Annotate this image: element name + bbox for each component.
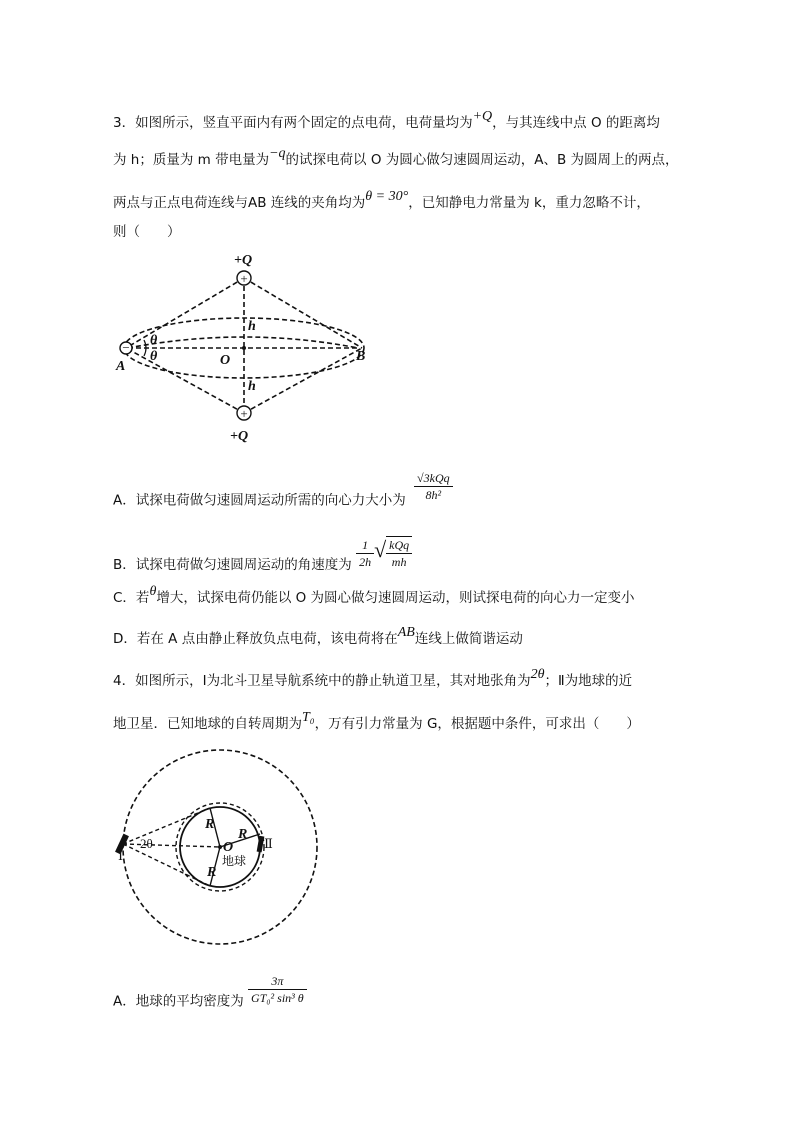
q4-line2-text-b: ，万有引力常量为 G，根据题中条件，可求出（ ） bbox=[314, 716, 640, 732]
q3-optB-root bbox=[386, 536, 412, 570]
q4-optA-den: GT₀² sin³ θ bbox=[251, 991, 304, 1005]
q3-line4-text: 则（ ） bbox=[113, 224, 181, 240]
q3-line1-text-b: ，与其连线中点 O 的距离均 bbox=[492, 115, 660, 131]
q3-top-plus: + bbox=[240, 271, 248, 286]
q3-option-C bbox=[113, 584, 635, 609]
q4-optA-num: 3π bbox=[248, 973, 307, 990]
q3-bottom-plus: + bbox=[240, 406, 248, 421]
q4-label-O: O bbox=[223, 840, 234, 855]
q3-line-4 bbox=[113, 222, 181, 242]
q3-optA-fraction bbox=[414, 470, 453, 503]
q3-optC-text-b: 增大，试探电荷仍能以 O 为圆心做匀速圆周运动，则试探电荷的向心力一定变小 bbox=[156, 590, 635, 606]
q4-optA-text: A．地球的平均密度为 bbox=[113, 993, 244, 1010]
q3-line2-text-a: 为 h；质量为 m 带电量为 bbox=[113, 152, 270, 168]
q4-line1-angle: 2θ bbox=[530, 667, 545, 682]
q3-label-O: O bbox=[220, 353, 231, 368]
q4-line-2 bbox=[113, 710, 640, 735]
q4-line1-text-a: 4．如图所示，Ⅰ为北斗卫星导航系统中的静止轨道卫星，其对地张角为 bbox=[113, 673, 531, 689]
q3-optC-theta: θ bbox=[149, 584, 157, 599]
q3-label-theta-top: θ bbox=[150, 333, 158, 348]
q3-line1-charge: +Q bbox=[472, 109, 493, 124]
q3-optD-text-a: D．若在 A 点由静止释放负点电荷，该电荷将在 bbox=[113, 631, 398, 647]
q4-label-II: Ⅱ bbox=[264, 836, 273, 851]
q4-line-1 bbox=[113, 667, 633, 692]
q3-option-B bbox=[113, 537, 412, 582]
q3-line-top-B bbox=[244, 278, 362, 348]
q3-line-2 bbox=[113, 146, 679, 171]
q3-test-minus: − bbox=[122, 340, 130, 355]
q3-line2-charge: −q bbox=[269, 146, 286, 161]
q3-line-bottom-B bbox=[244, 348, 362, 413]
q4-center-dot bbox=[218, 845, 222, 849]
q3-center-dot bbox=[242, 346, 246, 350]
q3-line-1 bbox=[113, 109, 660, 134]
q3-label-B: B bbox=[356, 349, 366, 364]
q3-label-bottom-charge: +Q bbox=[230, 429, 249, 444]
q3-optD-ab: AB bbox=[397, 625, 415, 640]
q3-optB-text: B．试探电荷做匀速圆周运动的角速度为 bbox=[113, 557, 352, 573]
q3-optB-root-num: kQq bbox=[386, 537, 412, 554]
q3-line2-text-b: 的试探电荷以 O 为圆心做匀速圆周运动，A、B 为圆周上的两点， bbox=[285, 152, 679, 168]
q3-option-A bbox=[113, 471, 453, 517]
q4-line2-T: T₀ bbox=[302, 710, 315, 725]
q4-line1-text-b: ；Ⅱ为地球的近 bbox=[544, 673, 633, 689]
q3-diagram bbox=[110, 248, 390, 448]
q3-optB-coef bbox=[356, 537, 374, 570]
q3-optB-coef-den: 2h bbox=[359, 554, 372, 569]
q3-line3-text-b: ，已知静电力常量为 k，重力忽略不计， bbox=[408, 195, 650, 211]
q3-label-h-bottom: h bbox=[248, 379, 256, 394]
q3-optB-coef-num: 1 bbox=[356, 537, 374, 554]
q4-label-2theta: 2θ bbox=[140, 836, 153, 851]
q4-line2-text-a: 地卫星．已知地球的自转周期为 bbox=[113, 716, 302, 732]
q3-optD-text-b: 连线上做简谐运动 bbox=[414, 631, 523, 647]
q3-optA-den: 8h² bbox=[425, 488, 442, 502]
q4-label-earth: 地球 bbox=[222, 854, 247, 868]
q3-label-top-charge: +Q bbox=[234, 253, 253, 268]
q4-label-I: Ⅰ bbox=[118, 848, 124, 863]
q3-line-3 bbox=[113, 189, 650, 214]
q3-optC-text-a: C．若 bbox=[113, 590, 150, 606]
q3-line3-text-a: 两点与正点电荷连线与AB 连线的夹角均为 bbox=[113, 195, 366, 211]
q4-label-R-bottom: R bbox=[207, 865, 217, 880]
q4-center-line bbox=[123, 844, 220, 847]
q4-optA-fraction bbox=[248, 973, 307, 1006]
q3-optA-text: A．试探电荷做匀速圆周运动所需的向心力大小为 bbox=[113, 492, 406, 509]
q4-diagram bbox=[110, 752, 330, 952]
q3-optB-sqrt-icon: √ bbox=[374, 537, 387, 562]
q3-optA-num: √3kQq bbox=[414, 470, 453, 487]
q3-optB-root-den: mh bbox=[391, 555, 407, 569]
q4-label-R-top: R bbox=[205, 817, 215, 832]
q3-label-h-top: h bbox=[248, 319, 256, 334]
q3-line3-theta: θ = 30° bbox=[365, 189, 409, 204]
q3-label-theta-bottom: θ bbox=[150, 349, 158, 364]
q4-tangent-top bbox=[123, 808, 210, 844]
q4-label-R-mid: R bbox=[238, 827, 248, 842]
q3-option-D bbox=[113, 625, 523, 650]
q3-label-A: A bbox=[116, 359, 126, 374]
q3-line1-text-a: 3．如图所示，竖直平面内有两个固定的点电荷，电荷量均为 bbox=[113, 115, 473, 131]
